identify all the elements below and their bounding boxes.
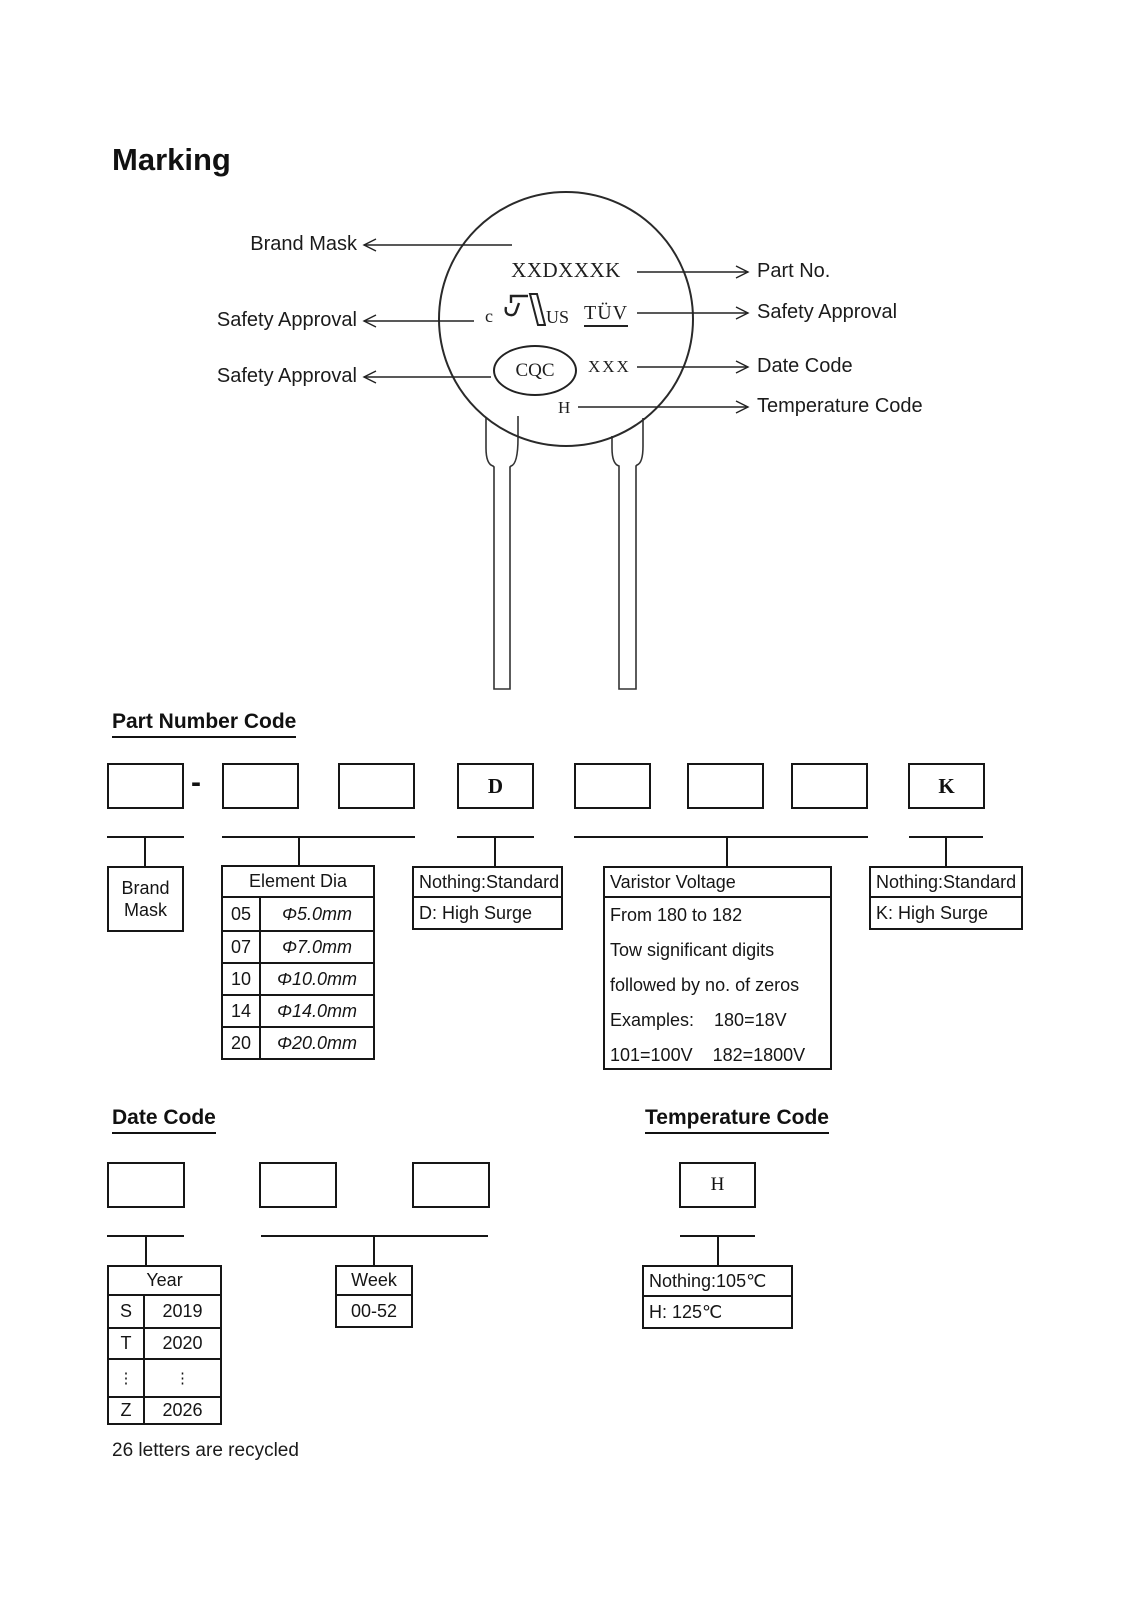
callout-brand-mask: Brand Mask [250,233,357,255]
callout-temperature-code: Temperature Code [757,395,923,417]
element-dia-row: 20 Φ20.0mm [223,1026,373,1058]
varistor-voltage-line: 101=100V 182=1800V [610,1045,806,1065]
brand-mask-line2: Mask [123,900,167,920]
year-row: T 2020 [109,1327,220,1358]
element-dia-row: 05 Φ5.0mm [223,898,373,930]
callout-safety-approval-right: Safety Approval [757,301,898,323]
varistor-voltage-line: Tow significant digits [610,940,775,960]
temperature-table [642,1265,793,1329]
page-title: Marking [112,142,231,177]
arrow-temperature-code [578,401,748,413]
brand-mask-box [107,866,184,932]
year-row: Z 2026 [109,1396,220,1423]
arrow-safety-approval-left-1 [364,315,474,327]
arrow-safety-approval-right [637,307,748,319]
date-code-brackets [107,1236,488,1265]
element-dia-table [221,865,375,1060]
ul-mark-prefix: c [485,306,493,326]
brand-mask-line1: Brand [121,878,170,898]
arrow-brand-mask [364,239,512,251]
year-header: Year [109,1267,220,1296]
date-code-heading: Date Code [112,1106,216,1134]
callout-safety-approval-left-1: Safety Approval [216,309,357,331]
ul-mark-icon [502,291,546,329]
callout-part-no: Part No. [757,260,831,282]
part-number-box-8: K [908,763,985,809]
temperature-code-bracket [680,1236,755,1265]
part-number-code-heading: Part Number Code [112,710,296,738]
standard-k-table [869,866,1023,930]
element-dia-row: 10 Φ10.0mm [223,962,373,994]
element-dia-row: 14 Φ14.0mm [223,994,373,1026]
week-range: 00-52 [350,1300,398,1321]
cqc-mark [493,345,577,396]
cqc-mark-label: CQC [515,359,555,381]
callout-arrows-right [578,266,748,413]
part-number-brackets [107,837,983,866]
arrow-safety-approval-left-2 [364,371,491,383]
year-table [107,1265,222,1425]
week-range-row [337,1296,411,1326]
ul-mark-suffix: US [546,307,570,327]
varistor-voltage-line: Examples: 180=18V [610,1010,787,1030]
standard-d-row2: D: High Surge [419,902,533,923]
part-number-box-6 [687,763,764,809]
arrow-date-code [637,361,748,373]
standard-d-row1: Nothing:Standard [414,868,561,898]
marking-date-code: XXX [588,357,631,376]
varistor-voltage-table [603,866,832,1070]
callout-safety-approval-left-2: Safety Approval [216,365,357,387]
temperature-row1: Nothing:105℃ [644,1267,791,1297]
tuv-mark: TÜV [584,302,628,327]
varistor-voltage-line: From 180 to 182 [610,905,743,925]
date-code-note: 26 letters are recycled [112,1440,299,1461]
marking-temp-code: H [558,398,571,417]
date-code-box-2 [259,1162,337,1208]
part-number-separator: - [191,766,201,799]
part-number-box-7 [791,763,868,809]
standard-d-table [412,866,563,930]
component-leads [486,416,643,689]
year-row-ellipsis: ⋮ ⋮ [109,1358,220,1396]
part-number-box-4: D [457,763,534,809]
week-table [335,1265,413,1328]
varistor-voltage-header: Varistor Voltage [605,868,830,898]
varistor-voltage-line: followed by no. of zeros [610,975,800,995]
part-number-box-2 [222,763,299,809]
date-code-box-1 [107,1162,185,1208]
temperature-code-box: H [679,1162,756,1208]
week-header: Week [337,1267,411,1296]
part-number-box-3 [338,763,415,809]
year-row: S 2019 [109,1296,220,1327]
standard-k-row2: K: High Surge [876,902,989,923]
part-number-box-1 [107,763,184,809]
temperature-row2: H: 125℃ [649,1301,723,1322]
date-code-box-3 [412,1162,490,1208]
element-dia-row: 07 Φ7.0mm [223,930,373,962]
standard-k-row1: Nothing:Standard [871,868,1021,898]
temperature-code-heading: Temperature Code [645,1106,829,1134]
arrow-part-no [637,266,748,278]
part-number-box-5 [574,763,651,809]
callout-date-code: Date Code [757,355,853,377]
element-dia-header: Element Dia [223,867,373,898]
marking-part-no: XXDXXXK [511,258,621,282]
